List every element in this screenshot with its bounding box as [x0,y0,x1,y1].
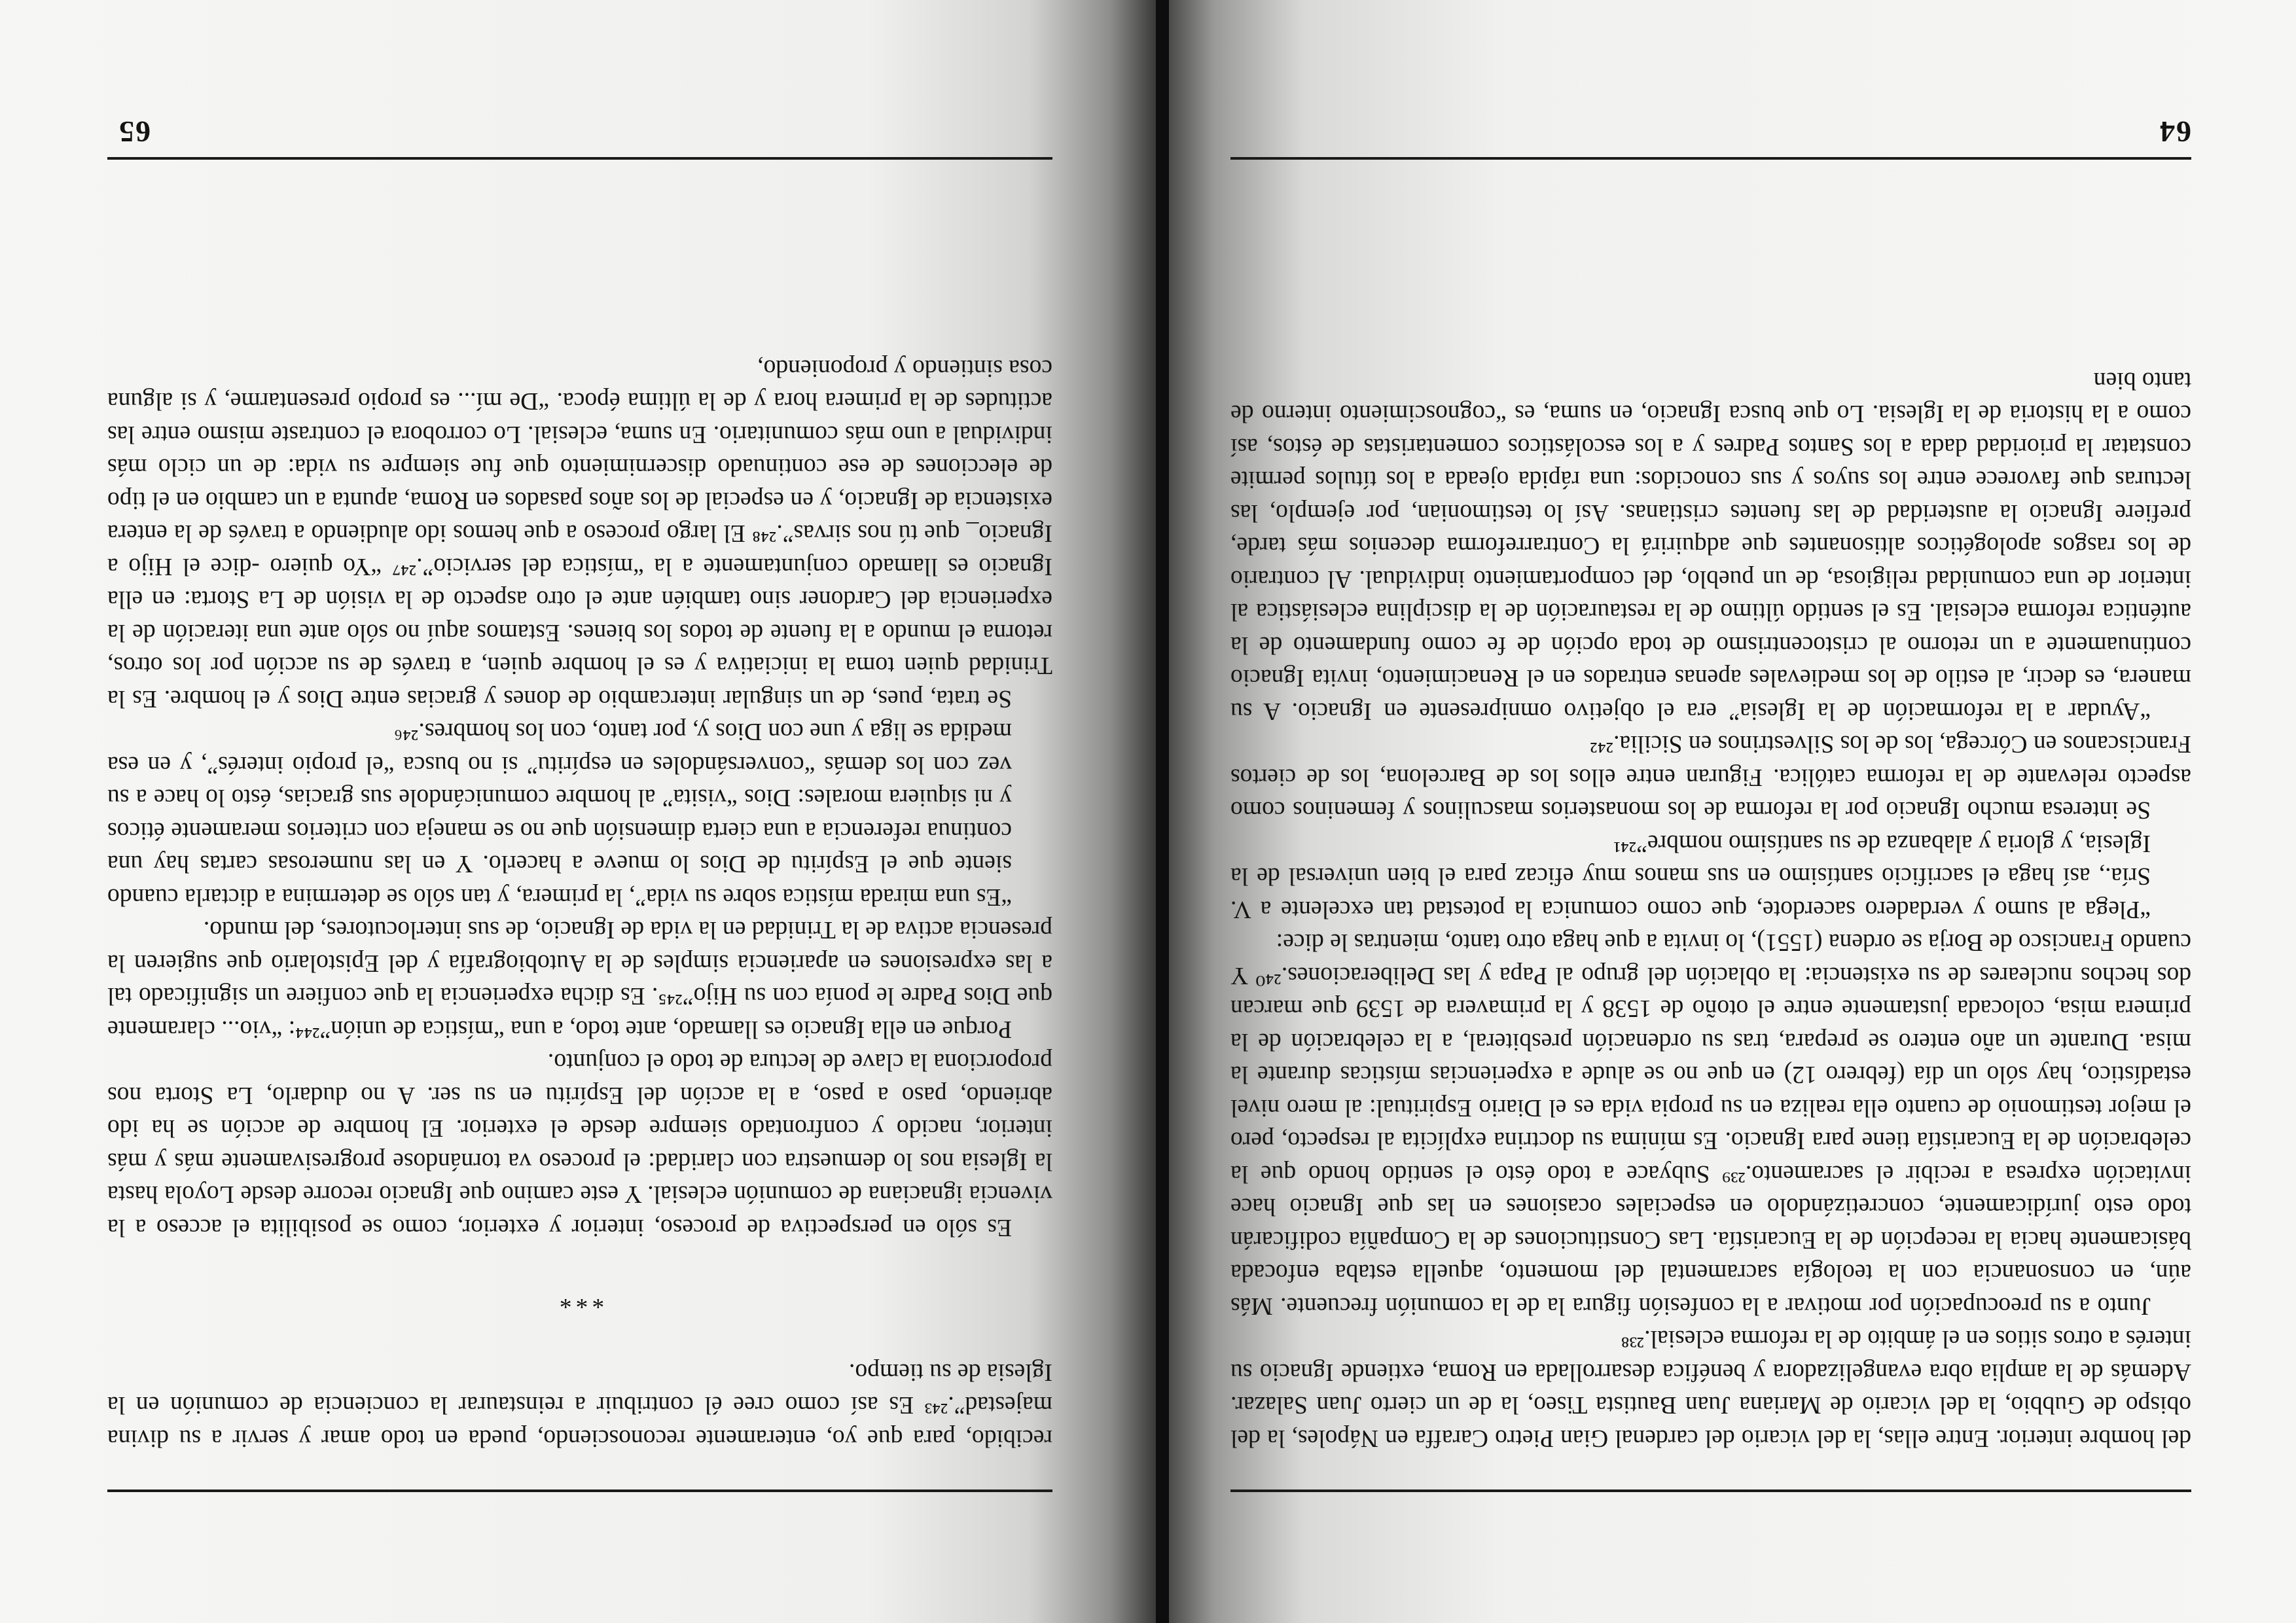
paragraph: Porque en ella Ignacio es llamado, ante todo, a una “mística de unión”²⁴⁴: “vio... claramente que Dios Padre le ponía con su Hijo”²⁴⁵. Es dicha experiencia la que confiere un significado tal a las expresiones en apariencia simples de la Autobiografía y del Epistolario que sugieren la presencia activa de la Trinidad en la vida de Ignacio, de sus interlocutores, del mundo. [107,916,1052,1043]
page-64 [1169,0,2296,1623]
header-rule-top [1230,157,2191,160]
paragraph: Es sólo en perspectiva de proceso, interior y exterior, como se posibilita el acceso a la vivencia ignaciana de comunión eclesial. Y este camino que Ignacio recorre desde Loyola hasta la Iglesia nos lo demuestra con claridad: el proceso va tornándose progresivamente más y más interior, nacido y confrontado siempre desde el exterior. El hombre de acción se ha ido abriendo, paso a paso, a la acción del Espíritu en su ser. A no dudarlo, La Storta nos proporciona la clave de lectura de todo el conjunto. [107,1048,1052,1241]
page-number: 64 [2159,115,2191,149]
page-number: 65 [118,115,151,149]
paragraph: Junto a su preocupación por motivar a la confesión figura la de la comunión frecuente. Más aún, en consonancia con la teología sacramental del momento, aquella estaba enfocada básicamente hacia la recepción de la Eucaristía. Las Constituciones de la Compañía codificarán todo esto jurídicamente, concretizándolo en especiales ocasiones en las que Ignacio hace invitación expresa a recibir el sacramento.²³⁹ Subyace a todo ésto el sentido hondo que la celebración de la Eucaristía tiene para Ignacio. Es mínima su doctrina explícita al respecto, pero el mejor testimonio de cuanto ella realiza en su propia vida es el Diario Espiritual: al mero nivel estadístico, hay sólo un día (febrero 12) en que no se alude a experiencias místicas durante la misa. Durante un año entero se prepara, tras su ordenación presbiteral, a la celebración de la primera misa, colocada justamente entre el otoño de 1538 y la primavera de 1539 que marcan dos hechos nucleares de su existencia: la oblación del grupo al Papa y las Deliberaciones.²⁴⁰ Y cuando Francisco de Borja se ordena (1551), lo invita a que haga otro tanto, mientras le dice: [1230,929,2191,1319]
quote-paragraph: “Plega al sumo y verdadero sacerdote, que como comunica la potestad tan excelente a V. Sría., así haga el sacrificio santísimo en sus manos muy eficaz para el bien universal de la Iglesia, y gloria y alabanza de su santísimo nombre”²⁴¹ [1230,830,2151,923]
header-rule-top [107,157,1052,160]
page-65-body [107,351,1052,1455]
section-break: *** [555,1286,605,1313]
quote-paragraph: “Es una mirada mística sobre su vida”, la primera, y tan sólo se determina a dictarla cuando siente que el Espíritu de Dios lo mueve a hacerlo. Y en las numerosas cartas hay una continua referencia a una cierta dimensión que no se maneja con criterios meramente éticos y ni siquiera morales: Dios “visita” al hombre comunicándole sus gracias, ésto lo hace a su vez con los demás “conversándoles en espíritu” si no busca “el propio interés”, y en esa medida se liga y une con Dios y, por tanto, con los hombres.²⁴⁶ [107,718,1012,910]
paragraph: “Ayudar a la reformación de la Iglesia” era el objetivo omnipresente en Ignacio. A su manera, es decir, al estilo de los medievales apenas entrados en el Renacimiento, invita Ignacio continuamente a un retorno al cristocentrismo de toda opción de fe como fundamento de la auténtica reforma eclesial. Es el sentido último de la restauración de la disciplina eclesiástica al interior de una comunidad religiosa, de un pueblo, del comportamiento individual. Al contrario de los rasgos apologéticos altisonantes que adquirirá la Contrarreforma decenios más tarde, prefiere Ignacio la austeridad de las fuentes cristianas. Así lo testimonian, por ejemplo, las lecturas que favorece entre los suyos y sus conocidos: una rápida ojeada a los títulos permite constatar la prioridad dada a los Santos Padres y a los escolásticos comentaristas de éstos, así como a la historia de la Iglesia. Lo que busca Ignacio, en suma, es “cognoscimiento interno de tanto bien [1230,367,2191,724]
page-64-body [1230,364,2191,1455]
header-rule-bottom [107,1489,1052,1492]
paragraph: Se interesa mucho Ignacio por la reforma de los monasterios masculinos y femeninos como aspecto relevante de la reforma católica. Figuran entre ellos los de Barcelona, los de ciertos Franciscanos en Córcega, los de los Silvestrinos en Sicilia.²⁴² [1230,730,2191,824]
header-rule-bottom [1230,1489,2191,1492]
paragraph: recibido, para que yo, enteramente reconosciendo, pueda en todo amar y servir a su divina majestad”.²⁴³ Es así como cree él contribuir a reinstaurar la conciencia de comunión en la Iglesia de su tiempo. [107,1359,1052,1452]
paragraph: Se trata, pues, de un singular intercambio de dones y gracias entre Dios y el hombre. Es la Trinidad quien toma la iniciativa y es el hombre quien, a través de su acción por los otros, retorna el mundo a la fuente de todos los bienes. Estamos aquí no sólo ante una iteración de la experiencia del Cardoner sino también ante el otro aspecto de la visión de La Storta: en ella Ignacio es llamado conjuntamente a la “mística del servicio”.²⁴⁷ “Yo quiero -dice el Hijo a Ignacio_ que tú nos sirvas”.²⁴⁸ El largo proceso a que hemos ido aludiendo a través de la entera existencia de Ignacio, y en especial de los años pasados en Roma, apunta a un cambio en el tipo de elecciones de ese continuado discernimiento que fue siempre su vida: de un ciclo más individual a uno más comunitario. En suma, eclesial. Lo corrobora el contraste mismo entre las actitudes de la primera hora y de la última época. “De mí... es propio presentarme, y si alguna cosa sintiendo y proponiendo, [107,355,1052,712]
paragraph: del hombre interior. Entre ellas, la del vicario del cardenal Gian Pietro Caraffa en Nápoles, la del obispo de Gubbio, la del vicario de Mariana Juan Bautista Tiseo, la de un cierto Juan Salazar. Además de la amplia obra evangelizadora y benéfica desarrollada en Roma, extiende Ignacio su interés a otros sitios en el ámbito de la reforma eclesial.²³⁸ [1230,1325,2191,1452]
